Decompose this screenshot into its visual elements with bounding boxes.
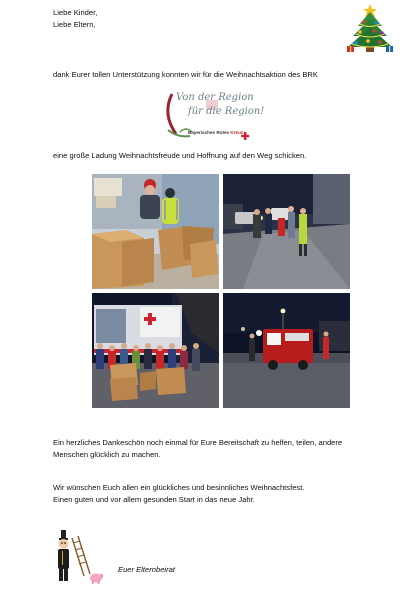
thanks-line-1: Ein herzliches Dankeschön noch einmal für Eure Bereitschaft zu helfen, teilen, andere — [53, 438, 343, 447]
brk-logo — [158, 86, 265, 144]
photo-collage — [92, 174, 350, 409]
thanks-line-2: Menschen glücklich zu machen. — [53, 450, 161, 459]
photo-kids-with-boxes — [92, 174, 219, 289]
photo-group-night — [92, 293, 219, 408]
intro-paragraph: dank Eurer tollen Unterstützung konnten wir für die Weihnachtsaktion des BRK — [53, 70, 318, 79]
wishes-line-1: Wir wünschen Euch allen ein glückliches und besinnliches Weihnachtsfest. — [53, 483, 305, 492]
logo-org-line-1: Bayerisches Rotes — [188, 130, 230, 135]
logo-script-line-2: für die Region! — [188, 106, 265, 117]
photo-vehicles-night — [223, 293, 350, 408]
christmas-tree-icon — [344, 2, 396, 54]
photo-evening-street — [223, 174, 350, 289]
greeting-line-1: Liebe Kinder, — [53, 8, 98, 17]
logo-org-line — [188, 130, 243, 135]
signature: Euer Elternbeirat — [118, 565, 175, 574]
greeting-line-2: Liebe Eltern, — [53, 20, 96, 29]
outro-paragraph: eine große Ladung Weihnachtsfreude und Hoffnung auf den Weg schicken. — [53, 151, 307, 160]
logo-org-line-2: Kreuz — [230, 130, 244, 135]
chimney-sweep-icon — [56, 530, 106, 584]
logo-script-line-1: Von der Region — [176, 92, 254, 103]
wishes-line-2: Einen guten und vor allem gesunden Start in das neue Jahr. — [53, 495, 255, 504]
